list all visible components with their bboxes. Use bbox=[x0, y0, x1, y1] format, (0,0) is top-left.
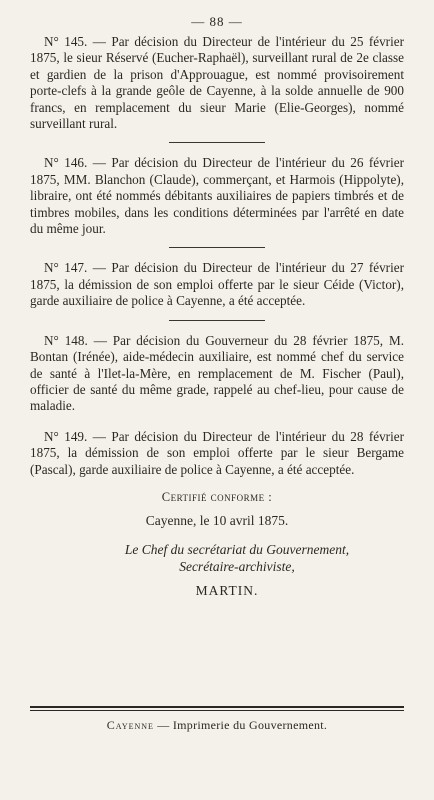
footer-printer: — Imprimerie du Gouvernement. bbox=[157, 718, 328, 732]
entry-text: N° 145. — Par décision du Directeur de l'intérieur du 25 février 1875, le sieur Réservé (Eucher-Raphaël), surveillant rural de 2e classe et gardien de la prison d'Approuague, est nommé provisoirement porte-clefs à la grande geôle de Cayenne, à la solde annuelle de 900 francs, en remplacement du sieur Marie (Elie-Georges), nommé surveillant rural. bbox=[30, 34, 404, 132]
entry-text: N° 147. — Par décision du Directeur de l'intérieur du 27 février 1875, la démission de son emploi offerte par le sieur Céide (Victor), garde auxiliaire de police à Cayenne, a été acceptée. bbox=[30, 260, 404, 309]
entry-147 bbox=[30, 260, 404, 309]
entry-146 bbox=[30, 155, 404, 237]
signature-block bbox=[30, 541, 404, 575]
printer-footer bbox=[30, 718, 404, 733]
entry-text: N° 148. — Par décision du Gouverneur du 28 février 1875, M. Bontan (Irénée), aide-médecin auxiliaire, est nommé chef du service de santé à l'Ilet-la-Mère, en remplacement de M. Fischer (Paul), officier de santé du même grade, rappelé au chef-lieu, pour cause de maladie. bbox=[30, 332, 404, 414]
spacer bbox=[30, 415, 404, 429]
separator-rule bbox=[169, 320, 265, 321]
signature-title: Le Chef du secrétariat du Gouvernement, bbox=[124, 541, 350, 557]
footer-rule-thin bbox=[30, 710, 404, 711]
entry-text: N° 149. — Par décision du Directeur de l'intérieur du 28 février 1875, la démission de son emploi offerte par le sieur Bergame (Pascal), garde auxiliaire de police à Cayenne, a été acceptée. bbox=[30, 428, 404, 477]
footer-rule bbox=[30, 706, 404, 708]
date-line: Cayenne, le 10 avril 1875. bbox=[145, 512, 289, 528]
separator-rule bbox=[169, 142, 265, 143]
entry-145 bbox=[30, 34, 404, 132]
signatory-name: MARTIN. bbox=[195, 582, 259, 598]
page-number: — 88 — bbox=[191, 14, 243, 29]
entry-text: N° 146. — Par décision du Directeur de l'intérieur du 26 février 1875, MM. Blanchon (Claude), commerçant, et Harmois (Hippolyte), libraire, ont été nommés débitants auxiliaires de papiers timbrés et de timbres mobiles, dans les conditions déterminées par l'arrêté en date du même jour. bbox=[30, 155, 404, 237]
signature-subtitle: Secrétaire-archiviste, bbox=[179, 558, 295, 574]
entry-149 bbox=[30, 429, 404, 478]
entry-148 bbox=[30, 333, 404, 415]
footer-place: Cayenne bbox=[106, 718, 154, 732]
separator-rule bbox=[169, 247, 265, 248]
certified-heading: Certifié conforme : bbox=[161, 489, 273, 504]
